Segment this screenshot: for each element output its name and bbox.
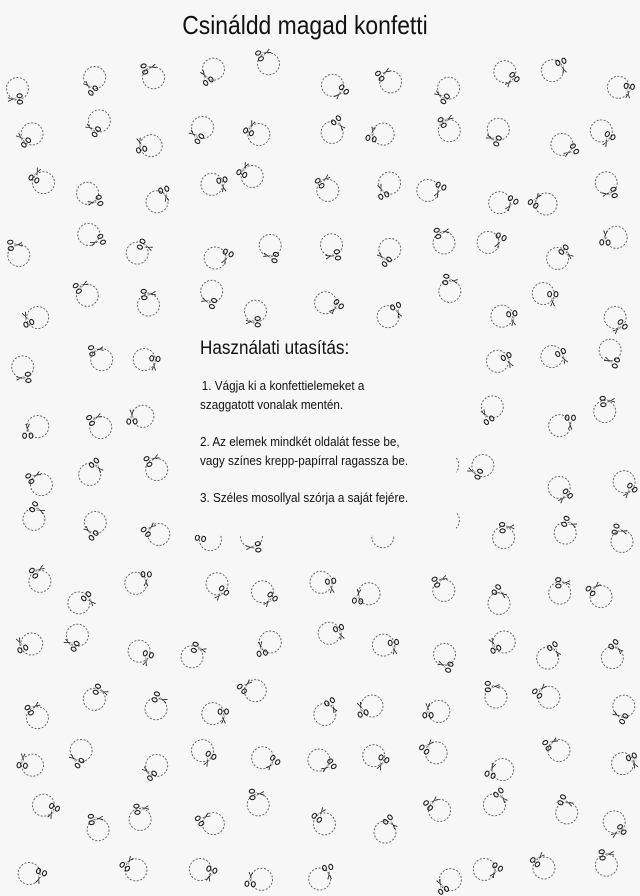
scissors-icon <box>219 248 234 266</box>
scissors-icon <box>506 310 518 326</box>
dashed-circle <box>125 572 147 594</box>
scissors-icon <box>88 344 104 357</box>
dashed-circle <box>532 283 554 305</box>
confetti-piece <box>309 864 335 890</box>
instruction-step-2-line-2: vagy színes krepp-papírral ragassza be. <box>200 453 409 468</box>
scissors-icon <box>134 137 148 154</box>
dashed-circle <box>21 633 43 655</box>
confetti-piece <box>14 123 43 148</box>
confetti-piece <box>549 577 571 604</box>
dashed-circle <box>438 120 460 142</box>
dashed-circle <box>379 172 401 194</box>
dashed-circle <box>259 631 281 653</box>
confetti-piece <box>604 307 628 337</box>
dashed-circle <box>477 231 499 253</box>
confetti-piece <box>243 119 270 146</box>
dashed-circle <box>489 192 511 214</box>
confetti-piece <box>25 468 52 495</box>
scissors-icon <box>200 295 217 310</box>
confetti-piece <box>541 58 569 82</box>
dashed-circle <box>318 622 340 644</box>
confetti-piece <box>138 288 160 316</box>
confetti-piece <box>202 703 229 725</box>
confetti-piece <box>600 226 627 248</box>
dashed-circle <box>551 133 573 155</box>
dashed-circle <box>493 631 515 653</box>
scissors-icon <box>366 126 379 143</box>
confetti-piece <box>125 572 152 595</box>
confetti-piece <box>83 684 110 711</box>
dashed-circle <box>146 191 168 213</box>
confetti-piece <box>62 624 88 652</box>
confetti-piece <box>67 739 92 768</box>
confetti-piece <box>548 476 573 505</box>
scissors-icon <box>187 127 205 144</box>
confetti-piece <box>77 182 104 208</box>
dashed-circle <box>429 799 451 821</box>
dashed-circle <box>417 179 439 201</box>
confetti-piece <box>198 58 225 86</box>
confetti-piece <box>354 695 383 718</box>
confetti-piece <box>33 794 61 820</box>
dashed-circle <box>27 416 49 438</box>
confetti-piece <box>81 67 106 97</box>
dashed-circle <box>612 753 634 775</box>
confetti-piece <box>321 234 343 262</box>
confetti-piece <box>542 735 570 762</box>
confetti-piece <box>68 591 98 614</box>
confetti-piece <box>611 524 633 553</box>
confetti-piece <box>493 522 515 549</box>
confetti-piece <box>204 247 234 269</box>
dashed-circle <box>78 223 100 245</box>
confetti-piece <box>23 501 47 530</box>
instruction-step-2-line-1: 2. Az elemek mindkét oldalát fesse be, <box>200 434 400 449</box>
scissors-icon <box>28 166 44 184</box>
scissors-icon <box>243 119 258 137</box>
confetti-piece <box>18 863 47 886</box>
scissors-icon <box>45 803 61 821</box>
confetti-piece <box>129 802 151 830</box>
confetti-piece <box>126 238 154 264</box>
dashed-circle <box>140 135 162 157</box>
confetti-piece <box>527 191 557 215</box>
confetti-piece <box>189 859 217 883</box>
confetti-piece <box>372 634 400 656</box>
dashed-circle <box>317 179 339 201</box>
confetti-piece <box>252 581 279 609</box>
confetti-piece <box>423 794 451 821</box>
scissors-icon <box>201 751 217 769</box>
scissors-icon <box>83 121 101 137</box>
confetti-piece <box>417 179 447 201</box>
dashed-circle <box>380 71 402 93</box>
confetti-piece <box>7 239 29 266</box>
scissors-icon <box>503 72 520 90</box>
dashed-circle <box>487 350 509 372</box>
confetti-piece <box>473 858 503 880</box>
dashed-circle <box>309 868 331 890</box>
dashed-circle <box>483 794 505 816</box>
confetti-piece <box>12 356 34 384</box>
scissors-icon <box>237 677 255 694</box>
dashed-circle <box>310 571 332 593</box>
confetti-piece <box>310 571 337 593</box>
confetti-piece <box>613 471 638 500</box>
confetti-piece <box>611 695 635 724</box>
scissors-icon <box>491 584 509 601</box>
dashed-circle <box>547 247 569 269</box>
instruction-step-3 <box>200 488 448 507</box>
dashed-circle <box>433 579 455 601</box>
confetti-piece <box>590 120 616 149</box>
scissors-icon <box>612 524 629 538</box>
scissors-icon <box>333 624 348 641</box>
scissors-icon <box>530 850 547 868</box>
scissors-icon <box>137 238 154 253</box>
confetti-piece <box>554 516 578 544</box>
confetti-piece <box>24 699 48 728</box>
dashed-circle <box>481 396 503 418</box>
dashed-circle <box>556 802 578 824</box>
confetti-piece <box>322 74 350 101</box>
confetti-piece <box>7 78 29 105</box>
confetti-piece <box>486 631 515 654</box>
scissors-icon <box>62 636 80 652</box>
dashed-circle <box>494 61 516 83</box>
confetti-piece <box>423 700 450 722</box>
dashed-circle <box>77 182 99 204</box>
scissors-icon <box>255 46 273 62</box>
confetti-piece <box>601 639 625 669</box>
confetti-piece <box>419 737 448 763</box>
confetti-piece <box>532 283 558 307</box>
dashed-circle <box>434 643 456 665</box>
confetti-piece <box>466 455 494 480</box>
confetti-piece <box>612 752 640 774</box>
scissors-icon <box>423 703 433 718</box>
dashed-circle <box>76 284 98 306</box>
confetti-piece <box>594 395 616 422</box>
scissors-icon <box>600 131 616 149</box>
scissors-icon <box>555 58 569 75</box>
dashed-circle <box>590 120 612 142</box>
confetti-piece <box>530 850 555 879</box>
dashed-circle <box>148 523 170 545</box>
confetti-piece <box>434 643 456 672</box>
dashed-circle <box>87 819 109 841</box>
dashed-circle <box>363 745 385 767</box>
confetti-piece <box>22 416 48 439</box>
scissors-icon <box>17 753 28 768</box>
confetti-piece <box>321 115 348 143</box>
dashed-circle <box>29 570 51 592</box>
confetti-piece <box>595 172 617 200</box>
confetti-piece <box>363 745 390 772</box>
dashed-circle <box>548 476 570 498</box>
confetti-piece <box>200 280 223 309</box>
scissors-icon <box>87 195 104 209</box>
scissors-icon <box>542 735 560 751</box>
confetti-piece <box>133 349 160 372</box>
confetti-piece <box>375 172 401 200</box>
confetti-piece <box>477 231 507 253</box>
confetti-piece <box>86 410 112 438</box>
dashed-circle <box>613 471 635 493</box>
dashed-circle <box>548 740 570 762</box>
dashed-circle <box>88 110 110 132</box>
dashed-circle <box>79 463 101 485</box>
dashed-circle <box>191 740 213 762</box>
dashed-circle <box>202 703 224 725</box>
confetti-piece <box>375 65 402 93</box>
confetti-piece <box>201 173 229 195</box>
confetti-piece <box>433 226 455 254</box>
dashed-circle <box>248 124 270 146</box>
dashed-circle <box>138 294 160 316</box>
dashed-circle <box>590 586 612 608</box>
confetti-piece <box>245 300 267 327</box>
dashed-circle <box>321 121 343 143</box>
confetti-piece <box>599 339 621 368</box>
dashed-circle <box>541 346 563 368</box>
dashed-circle <box>8 244 30 266</box>
confetti-piece <box>13 633 43 655</box>
scissors-icon <box>236 161 252 179</box>
dashed-circle <box>201 173 223 195</box>
confetti-piece <box>595 848 617 876</box>
confetti-piece <box>127 405 154 427</box>
confetti-piece <box>141 61 165 89</box>
dashed-circle <box>22 754 44 776</box>
confetti-piece <box>318 622 347 644</box>
dashed-circle <box>607 76 629 98</box>
dashed-circle <box>241 165 263 187</box>
confetti-piece <box>145 691 169 720</box>
confetti-piece <box>140 520 169 545</box>
dashed-circle <box>473 858 495 880</box>
dashed-circle <box>439 280 461 302</box>
dashed-circle <box>377 306 399 328</box>
confetti-piece <box>143 452 167 481</box>
confetti-piece <box>29 562 51 592</box>
instruction-step-1 <box>200 376 448 414</box>
dashed-circle <box>90 417 112 439</box>
scissors-icon <box>375 250 393 267</box>
confetti-piece <box>252 747 281 773</box>
scissors-icon <box>601 187 617 200</box>
confetti-piece <box>78 223 106 249</box>
confetti-piece <box>191 740 216 769</box>
dashed-circle <box>27 307 49 329</box>
dashed-circle <box>83 688 105 710</box>
confetti-piece <box>547 244 576 269</box>
confetti-piece <box>491 305 519 327</box>
confetti-piece <box>434 869 462 895</box>
confetti-piece <box>437 112 460 142</box>
dashed-circle <box>146 459 168 481</box>
scissors-icon <box>263 755 280 773</box>
dashed-circle <box>549 415 571 437</box>
confetti-piece <box>237 677 267 702</box>
confetti-piece <box>374 814 400 843</box>
dashed-circle <box>21 123 43 145</box>
confetti-piece <box>314 697 340 725</box>
confetti-piece <box>607 76 634 99</box>
confetti-piece <box>255 631 281 657</box>
confetti-piece <box>311 805 335 835</box>
confetti-piece <box>206 573 230 603</box>
confetti-piece <box>87 813 109 841</box>
dashed-circle <box>493 527 515 549</box>
confetti-piece <box>259 234 281 263</box>
confetti-piece <box>181 642 208 668</box>
confetti-piece <box>83 110 110 138</box>
instructions-box <box>192 330 456 535</box>
dashed-circle <box>595 172 617 194</box>
dashed-circle <box>126 242 148 264</box>
scissors-icon <box>423 794 441 811</box>
confetti-piece <box>128 640 154 667</box>
confetti-piece <box>255 46 280 75</box>
confetti-piece <box>28 166 54 194</box>
confetti-piece <box>187 116 214 144</box>
confetti-piece <box>585 579 612 607</box>
confetti-piece <box>81 512 106 541</box>
dashed-circle <box>439 869 461 891</box>
scissors-icon <box>158 186 172 203</box>
dashed-circle <box>428 700 450 722</box>
confetti-piece <box>140 754 168 781</box>
confetti-piece <box>245 868 273 890</box>
dashed-circle <box>472 455 494 477</box>
confetti-piece <box>439 274 461 302</box>
dashed-circle <box>314 703 336 725</box>
confetti-piece <box>375 238 401 267</box>
dashed-circle <box>554 522 576 544</box>
scissors-icon <box>532 681 549 699</box>
dashed-circle <box>488 592 510 614</box>
dashed-circle <box>594 401 616 423</box>
dashed-circle <box>487 118 509 140</box>
confetti-piece <box>549 415 576 437</box>
instruction-step-1-line-2: szaggatott vonalak mentén. <box>200 397 344 412</box>
confetti-piece <box>17 753 44 776</box>
confetti-piece <box>487 350 517 372</box>
dashed-circle <box>533 857 555 879</box>
confetti-piece <box>352 583 380 605</box>
dashed-circle <box>485 686 507 708</box>
dashed-circle <box>595 854 617 876</box>
confetti-piece <box>314 172 338 202</box>
scissors-icon <box>500 352 516 370</box>
scissors-icon <box>141 572 151 587</box>
confetti-piece <box>236 161 263 188</box>
scissors-icon <box>608 639 626 656</box>
scissors-icon <box>262 250 279 263</box>
confetti-piece <box>485 681 507 708</box>
confetti-piece <box>146 186 172 213</box>
confetti-piece <box>195 810 225 835</box>
confetti-piece <box>72 278 98 306</box>
dashed-circle <box>549 582 571 604</box>
dashed-circle <box>30 474 52 496</box>
confetti-piece <box>537 641 564 669</box>
confetti-piece <box>315 292 345 317</box>
dashed-circle <box>603 811 625 833</box>
dashed-circle <box>202 58 224 80</box>
instruction-step-3-line-1: 3. Széles mosollyal szórja a saját fejére. <box>200 490 409 505</box>
confetti-piece <box>532 681 560 708</box>
confetti-piece <box>119 854 147 881</box>
confetti-piece <box>541 346 571 368</box>
confetti-piece <box>88 344 113 371</box>
scissors-icon <box>14 131 32 148</box>
scissors-icon <box>249 788 264 799</box>
instruction-step-1-line-1: 1. Vágja ki a konfettielemeket a <box>201 378 365 393</box>
confetti-piece <box>247 788 269 816</box>
confetti-piece <box>79 457 106 485</box>
confetti-piece <box>489 192 519 214</box>
confetti-piece <box>551 133 580 159</box>
dashed-circle <box>204 247 226 269</box>
scissors-icon <box>434 877 450 895</box>
dashed-circle <box>26 707 48 729</box>
confetti-piece <box>134 135 163 157</box>
scissors-icon <box>492 232 507 249</box>
scissors-icon <box>319 758 337 775</box>
dashed-circle <box>604 307 626 329</box>
scissors-icon <box>436 658 453 673</box>
scissors-icon <box>119 854 136 872</box>
scissors-icon <box>72 278 90 294</box>
dashed-circle <box>133 349 155 371</box>
confetti-piece <box>484 759 513 781</box>
dashed-circle <box>258 53 280 75</box>
page-title: Csináldd magad konfetti <box>182 10 428 40</box>
scissors-icon <box>434 226 451 239</box>
confetti-piece <box>483 787 510 816</box>
confetti-piece <box>556 794 578 824</box>
confetti-piece <box>484 118 509 146</box>
confetti-piece <box>603 811 627 841</box>
confetti-piece <box>478 396 503 425</box>
confetti-piece <box>308 749 337 775</box>
confetti-piece <box>366 123 395 145</box>
scissors-icon <box>261 591 278 609</box>
instructions-heading: Használati utasítás: <box>200 338 350 359</box>
confetti-piece <box>432 77 459 104</box>
dashed-circle <box>537 647 559 669</box>
confetti-piece <box>19 307 49 329</box>
dashed-circle <box>202 813 224 835</box>
scissors-icon <box>134 802 150 814</box>
confetti-piece <box>488 584 510 614</box>
confetti-piece <box>377 302 405 328</box>
instruction-step-2 <box>200 432 448 470</box>
dashed-circle <box>189 859 211 881</box>
scissors-icon <box>561 516 578 531</box>
confetti-piece <box>431 572 454 601</box>
dashed-circle <box>358 583 380 605</box>
confetti-piece <box>494 61 520 90</box>
scissors-icon <box>255 640 268 656</box>
scissors-icon <box>141 61 158 75</box>
